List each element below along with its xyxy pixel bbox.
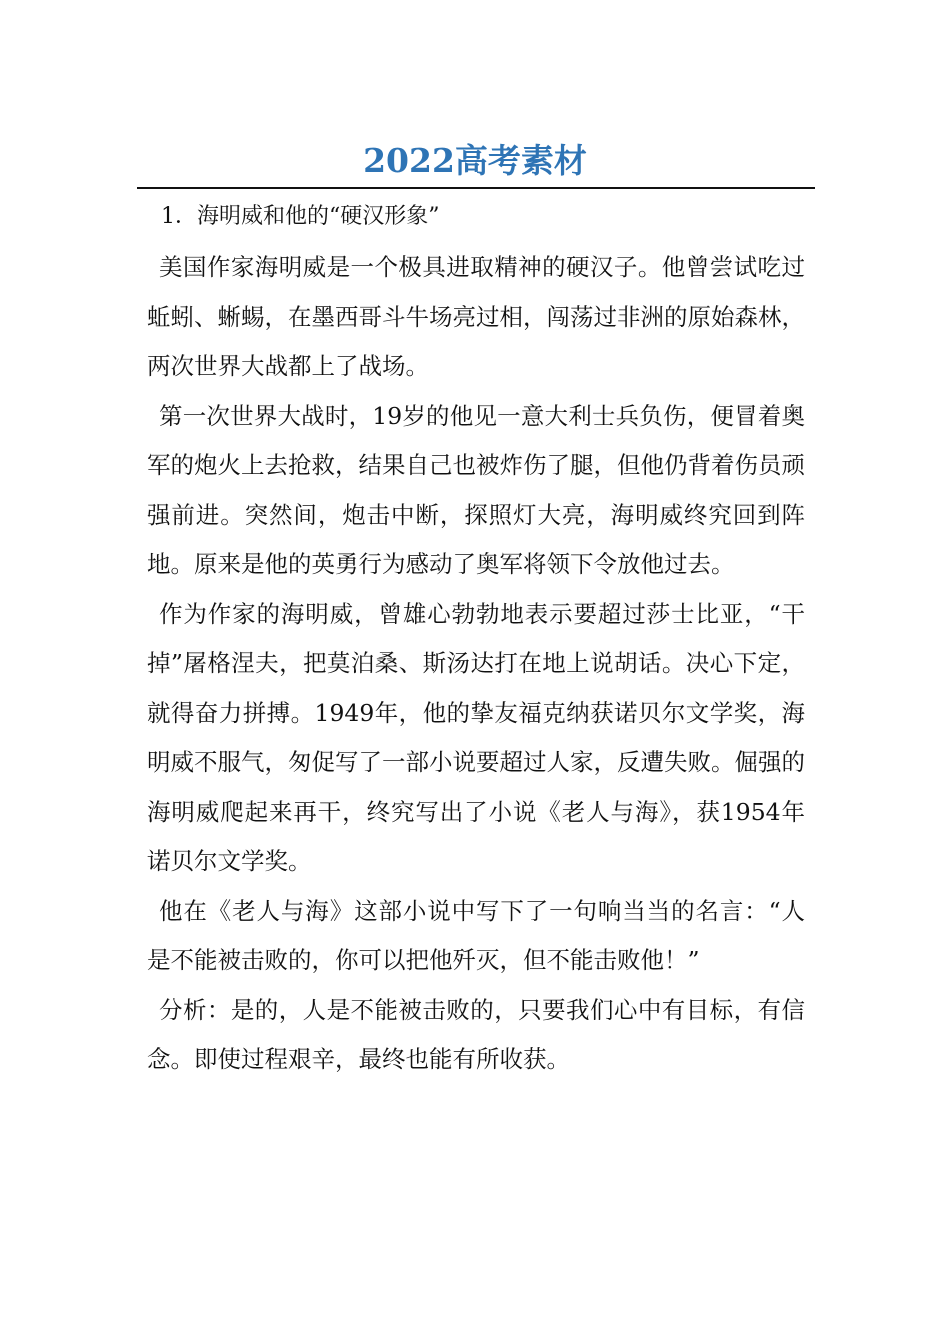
- document-title: 2022高考素材: [363, 141, 587, 180]
- paragraph-3: 作为作家的海明威，曾雄心勃勃地表示要超过莎士比亚，“干掉”屠格涅夫，把莫泊桑、斯汤达打在地上说胡话。决心下定，就得奋力拼搏。1949年，他的挚友福克纳获诺贝尔文学奖，海明威不服气，匆促写了一部小说要超过人家，反遭失败。倔强的海明威爬起来再干，终究写出了小说《老人与海》，获1954年诺贝尔文学奖。: [147, 599, 805, 875]
- paragraph-4: 他在《老人与海》这部小说中写下了一句响当当的名言：“人是不能被击败的，你可以把他歼灭，但不能击败他！”: [147, 896, 805, 974]
- paragraph-2: 第一次世界大战时，19岁的他见一意大利士兵负伤，便冒着奥军的炮火上去抢救，结果自己也被炸伤了腿，但他仍背着伤员顽强前进。突然间，炮击中断，探照灯大亮，海明威终究回到阵地。原来是他的英勇行为感动了奥军将领下令放他过去。: [147, 401, 805, 578]
- title-divider: [137, 187, 815, 189]
- paragraph-1: 美国作家海明威是一个极具进取精神的硬汉子。他曾尝试吃过蚯蚓、蜥蜴，在墨西哥斗牛场亮过相，闯荡过非洲的原始森林，两次世界大战都上了战场。: [147, 253, 805, 380]
- paragraph-5: 分析：是的，人是不能被击败的，只要我们心中有目标，有信念。即使过程艰辛，最终也能有所收获。: [147, 995, 805, 1073]
- section-heading: 1．海明威和他的“硬汉形象”: [161, 204, 440, 229]
- document-body: [147, 199, 805, 1085]
